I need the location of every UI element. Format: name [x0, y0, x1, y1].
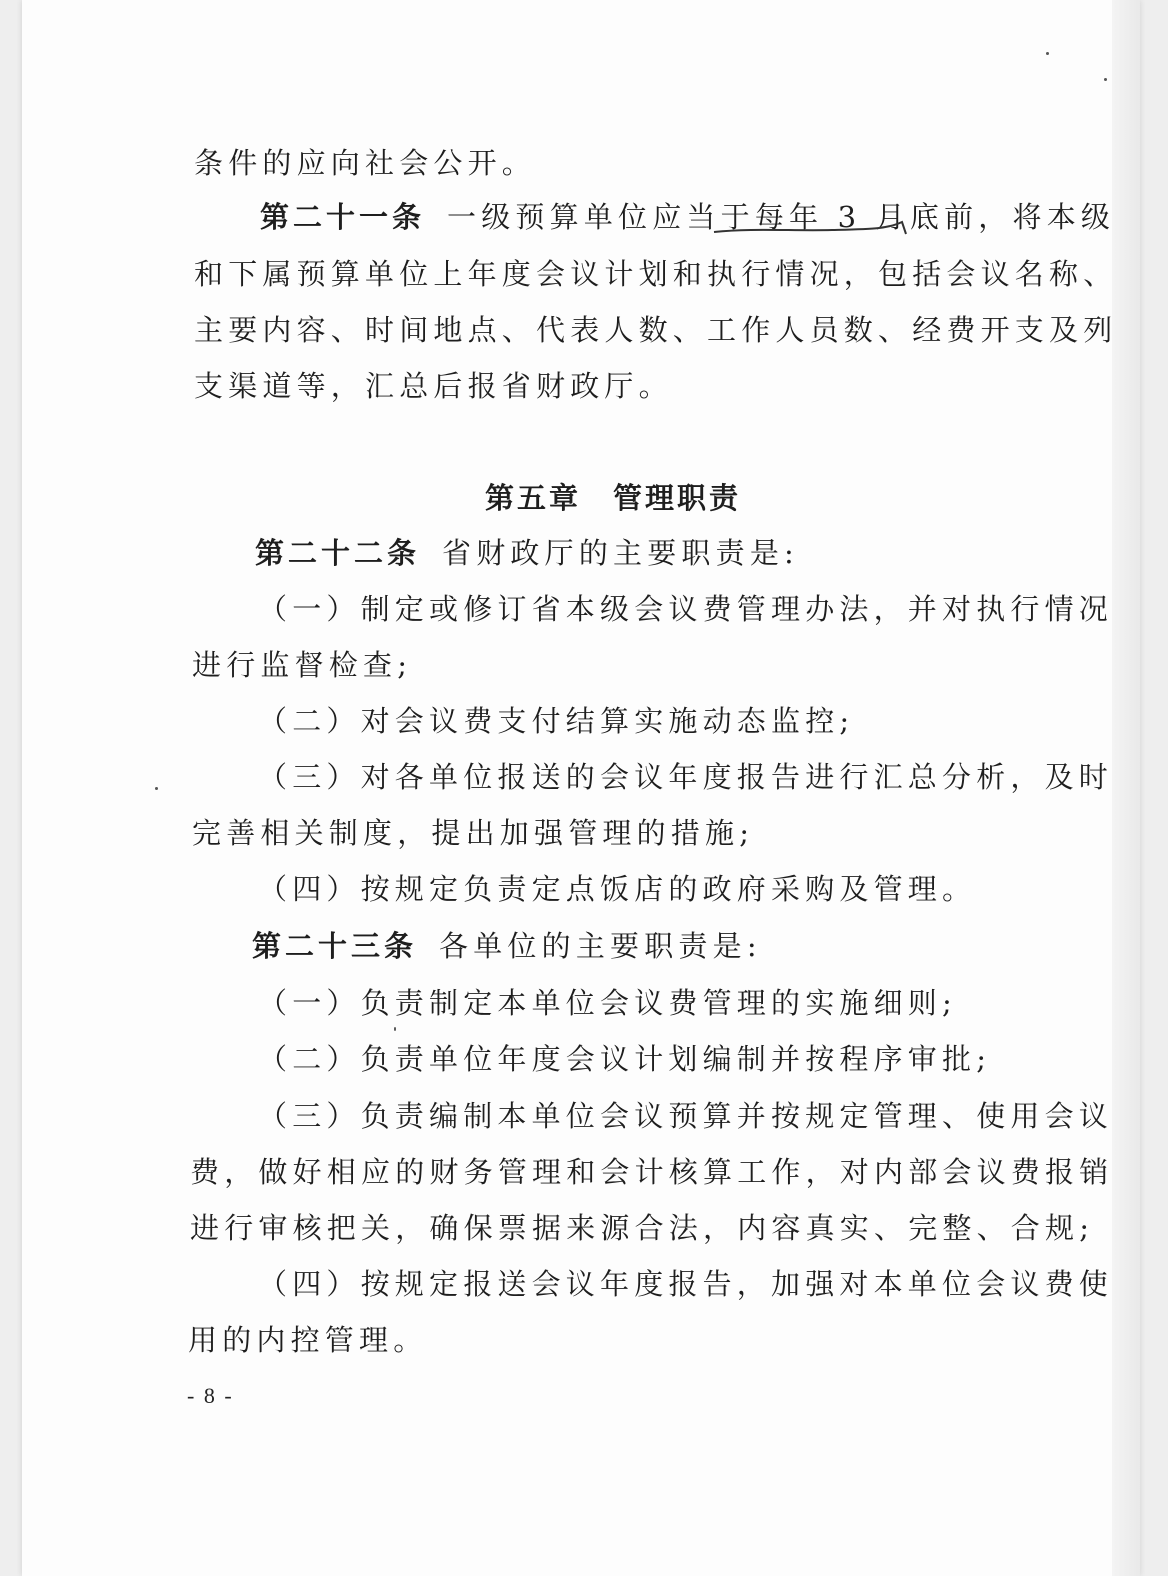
article-22-line: [255, 535, 799, 571]
paragraph-line: 主要内容、时间地点、代表人数、工作人员数、经费开支及列: [194, 313, 1118, 347]
scan-speck: [155, 787, 158, 790]
scan-speck: [1104, 78, 1107, 81]
list-item: （二）负责单位年度会议计划编制并按程序审批;: [258, 1042, 992, 1076]
page-number: - 8 -: [187, 1383, 234, 1408]
paragraph-line: 条件的应向社会公开。: [194, 146, 537, 180]
article-23-line: [252, 928, 762, 964]
page-edge: [1112, 0, 1140, 1576]
article-21-line: [260, 199, 1115, 235]
handwritten-underline: [712, 220, 912, 250]
paragraph-line: 完善相关制度，提出加强管理的措施;: [192, 816, 755, 850]
paragraph-line: 用的内控管理。: [188, 1323, 428, 1357]
article-text: 省财政厅的主要职责是:: [442, 536, 799, 570]
list-item: （四）按规定报送会议年度报告，加强对本单位会议费使: [258, 1267, 1114, 1301]
article-text: 一级预算单位应当于每年 3 月底前，将本级: [447, 200, 1116, 234]
article-label: 第二十三条: [252, 929, 418, 963]
list-item: （三）对各单位报送的会议年度报告进行汇总分析，及时: [258, 760, 1114, 794]
list-item: （三）负责编制本单位会议预算并按规定管理、使用会议: [258, 1099, 1114, 1133]
paragraph-line: 进行审核把关，确保票据来源合法，内容真实、完整、合规;: [190, 1211, 1095, 1245]
scan-speck: [394, 1027, 396, 1031]
chapter-heading: 第五章 管理职责: [485, 481, 742, 515]
list-item: （二）对会议费支付结算实施动态监控;: [258, 704, 855, 738]
paragraph-line: 进行监督检查;: [192, 648, 413, 682]
article-text: 各单位的主要职责是:: [439, 929, 762, 963]
article-label: 第二十一条: [260, 200, 426, 234]
article-label: 第二十二条: [255, 536, 421, 570]
list-item: （四）按规定负责定点饭店的政府采购及管理。: [258, 872, 977, 906]
paragraph-line: 费，做好相应的财务管理和会计核算工作，对内部会议费报销: [190, 1155, 1114, 1189]
list-item: （一）负责制定本单位会议费管理的实施细则;: [258, 986, 957, 1020]
scan-speck: [1046, 52, 1049, 55]
paragraph-line: 和下属预算单位上年度会议计划和执行情况，包括会议名称、: [194, 257, 1118, 291]
document-page: [22, 0, 1140, 1576]
paragraph-line: 支渠道等，汇总后报省财政厅。: [194, 369, 673, 403]
list-item: （一）制定或修订省本级会议费管理办法，并对执行情况: [258, 592, 1114, 626]
